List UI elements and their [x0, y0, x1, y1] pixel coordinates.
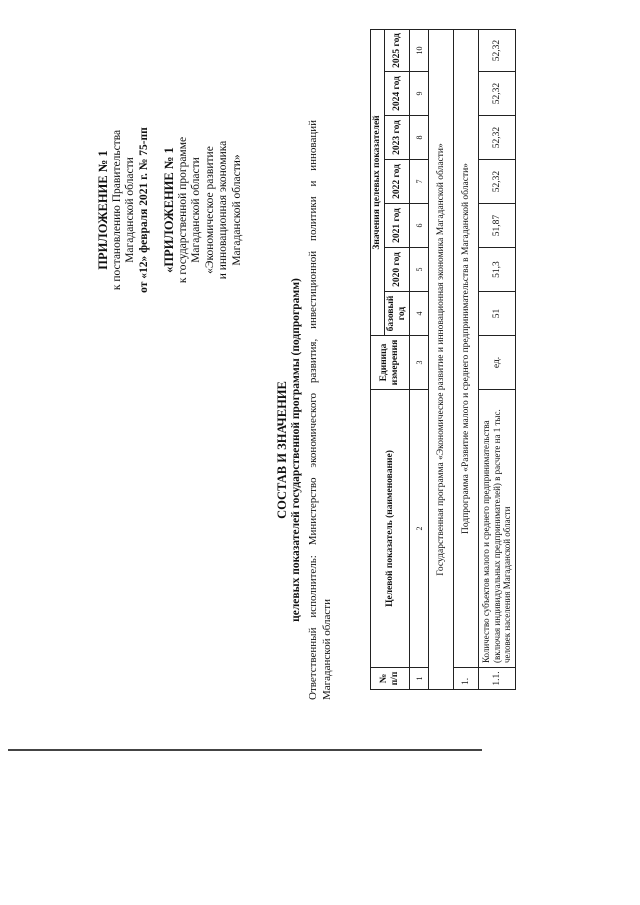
- appendix-line: «Экономическое развитие: [203, 146, 216, 274]
- header-base-year: базовый год: [385, 292, 410, 336]
- document-title: СОСТАВ И ЗНАЧЕНИЕ: [275, 381, 289, 519]
- column-numbers-row: [410, 30, 429, 690]
- program-row: [429, 30, 454, 690]
- appendix-line: к постановлению Правительства: [110, 129, 123, 291]
- row-2022-value: 52,32: [479, 160, 516, 204]
- header-2020: 2020 год: [385, 248, 410, 292]
- column-number: 5: [410, 248, 429, 292]
- header-num: № п/п: [371, 668, 410, 690]
- header-unit: Единица измерения: [371, 336, 410, 390]
- column-number: 9: [410, 72, 429, 116]
- appendix-line: Магаданской области: [190, 157, 202, 263]
- header-2021: 2021 год: [385, 204, 410, 248]
- row-unit: ед.: [479, 336, 516, 390]
- program-title: Государственная программа «Экономическое развитие и инновационная экономика Магаданской области»: [429, 30, 454, 690]
- indicators-table: [370, 29, 516, 690]
- document-title-block: [275, 75, 303, 825]
- responsible-executor: Ответственный исполнитель: Министерство экономического развития, инвестиционной политики и инноваций Магаданской области: [307, 120, 333, 700]
- row-2023-value: 52,32: [479, 116, 516, 160]
- column-number: 2: [410, 390, 429, 668]
- row-2021-value: 51,87: [479, 204, 516, 248]
- appendix-line: к государственной программе: [176, 136, 189, 284]
- column-number: 6: [410, 204, 429, 248]
- table-header-row: [371, 30, 385, 690]
- column-number: 10: [410, 30, 429, 72]
- column-number: 7: [410, 160, 429, 204]
- subprogram-num: 1.: [454, 668, 479, 690]
- appendix-line: Магаданской области»: [230, 154, 243, 266]
- row-2020-value: 51,3: [479, 248, 516, 292]
- header-2023: 2023 год: [385, 116, 410, 160]
- column-number: 8: [410, 116, 429, 160]
- row-base-value: 51: [479, 292, 516, 336]
- header-values-group: Значения целевых показателей: [371, 30, 385, 336]
- table-row: [479, 30, 516, 690]
- subprogram-title: Подпрограмма «Развитие малого и среднего предпринимательства в Магаданской области»: [454, 30, 479, 668]
- row-num: 1.1.: [479, 668, 516, 690]
- appendix-subtitle: «ПРИЛОЖЕНИЕ № 1: [162, 147, 176, 273]
- appendix-line: и инновационная экономика: [217, 140, 229, 280]
- row-2025-value: 52,32: [479, 30, 516, 72]
- header-name: Целевой показатель (наименование): [371, 390, 410, 668]
- header-2025: 2025 год: [385, 30, 410, 72]
- row-indicator-name: Количество субъектов малого и среднего предпринимательства (включая индивидуальных предпринимателей) в расчете на 1 тыс. человек населения Магаданской области: [479, 390, 516, 668]
- appendix-title: ПРИЛОЖЕНИЕ № 1: [96, 150, 110, 270]
- column-number: 1: [410, 668, 429, 690]
- header-2024: 2024 год: [385, 72, 410, 116]
- column-number: 3: [410, 336, 429, 390]
- appendix-line: от «12» февраля 2021 г. № 75-пп: [137, 127, 150, 293]
- document-subtitle: целевых показателей государственной программы (подпрограмм): [290, 278, 302, 622]
- appendix-line: Магаданской области: [124, 157, 136, 263]
- appendix-header: [0, 115, 244, 305]
- row-2024-value: 52,32: [479, 72, 516, 116]
- header-2022: 2022 год: [385, 160, 410, 204]
- column-number: 4: [410, 292, 429, 336]
- subprogram-row: [454, 30, 479, 690]
